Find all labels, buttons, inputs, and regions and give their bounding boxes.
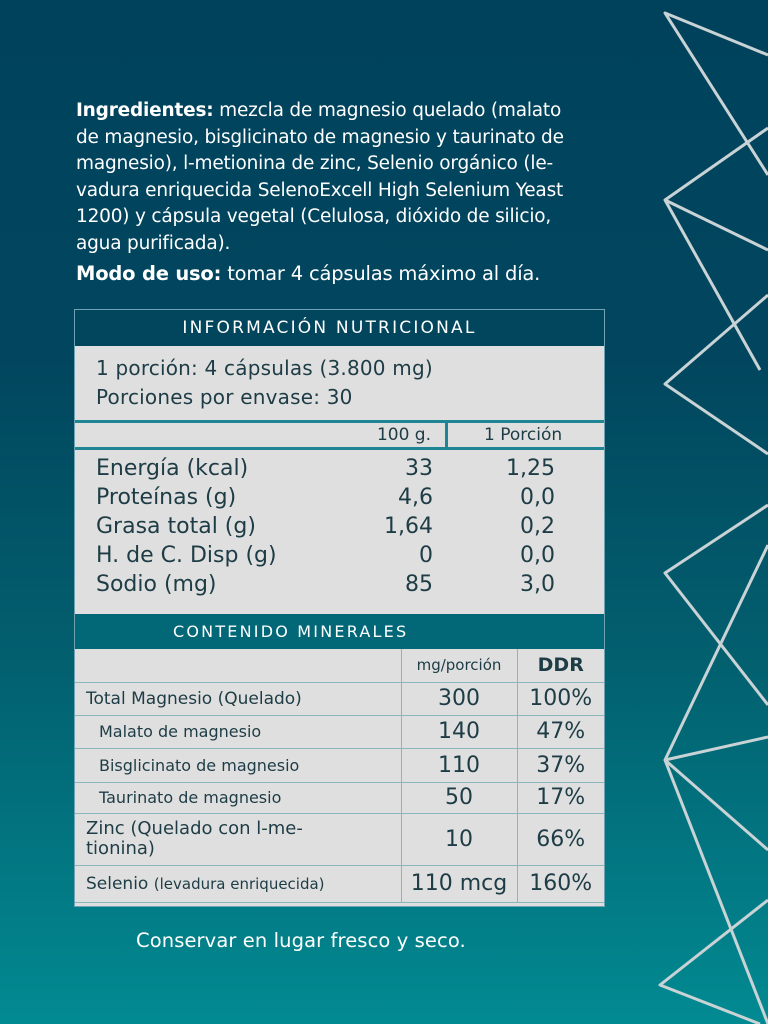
storage-note: Conservar en lugar fresco y seco. xyxy=(136,929,466,952)
nutrition-rows xyxy=(75,450,604,614)
mineral-value: 50 xyxy=(401,782,517,813)
mineral-row xyxy=(75,782,604,813)
nutrient-per100: 85 xyxy=(405,572,433,597)
nutrient-per100: 0 xyxy=(419,543,433,568)
nutrient-per-serving: 0,2 xyxy=(520,514,555,539)
nutrient-label: Sodio (mg) xyxy=(96,572,217,597)
mineral-row xyxy=(75,748,604,782)
nutrient-per-serving: 0,0 xyxy=(520,485,555,510)
column-ddr: DDR xyxy=(517,649,604,682)
mineral-value: 110 xyxy=(401,748,517,782)
column-per-serving: 1 Porción xyxy=(484,425,563,445)
mineral-ddr: 66% xyxy=(517,813,604,865)
empty-header-cell xyxy=(75,649,401,682)
mineral-label: Taurinato de magnesio xyxy=(75,782,401,813)
nutrition-panel xyxy=(74,309,605,907)
ingredients-label: Ingredientes: xyxy=(76,100,214,121)
serving-info xyxy=(75,346,604,420)
nutrition-row xyxy=(75,514,604,543)
mineral-label-note: (levadura enriquecida) xyxy=(153,874,325,893)
mineral-ddr: 100% xyxy=(517,682,604,715)
column-per-100g: 100 g. xyxy=(376,425,431,445)
mineral-ddr: 37% xyxy=(517,748,604,782)
mineral-label-line: Zinc (Quelado con l-me- xyxy=(86,818,303,839)
mineral-label-line: tionina) xyxy=(86,838,155,859)
minerals-table xyxy=(75,649,604,903)
usage-label: Modo de uso: xyxy=(76,262,222,285)
nutrient-label: Grasa total (g) xyxy=(96,514,256,539)
mineral-ddr: 17% xyxy=(517,782,604,813)
mineral-row xyxy=(75,715,604,748)
ingredients-line: 1200) y cápsula vegetal (Celulosa, dióxido de silicio, xyxy=(76,206,552,227)
mineral-label: Malato de magnesio xyxy=(75,715,401,748)
mineral-value: 140 xyxy=(401,715,517,748)
nutrition-row xyxy=(75,572,604,601)
mineral-label xyxy=(75,865,401,902)
servings-per-container: Porciones por envase: 30 xyxy=(96,385,353,409)
nutrient-per100: 1,64 xyxy=(384,514,433,539)
nutrition-column-headers xyxy=(75,420,604,450)
nutrient-per-serving: 0,0 xyxy=(520,543,555,568)
nutrition-row xyxy=(75,456,604,485)
column-mg-per-serving: mg/porción xyxy=(401,649,517,682)
nutrition-row xyxy=(75,543,604,572)
minerals-title: CONTENIDO MINERALES xyxy=(75,614,604,649)
nutrient-label: H. de C. Disp (g) xyxy=(96,543,277,568)
mineral-value: 10 xyxy=(401,813,517,865)
nutrient-label: Energía (kcal) xyxy=(96,456,249,481)
mineral-value: 300 xyxy=(401,682,517,715)
nutrient-per-serving: 3,0 xyxy=(520,572,555,597)
mineral-label xyxy=(75,813,401,865)
nutrient-per100: 4,6 xyxy=(398,485,433,510)
nutrient-per100: 33 xyxy=(405,456,433,481)
mineral-value: 110 mcg xyxy=(401,865,517,902)
mineral-ddr: 160% xyxy=(517,865,604,902)
mineral-label: Bisglicinato de magnesio xyxy=(75,748,401,782)
ingredients-line: mezcla de magnesio quelado (malato xyxy=(219,100,562,121)
ingredients-paragraph xyxy=(76,98,656,257)
nutrient-label: Proteínas (g) xyxy=(96,485,237,510)
ingredients-line: vadura enriquecida SelenoExcell High Selenium Yeast xyxy=(76,179,564,201)
mineral-row xyxy=(75,813,604,865)
usage-paragraph xyxy=(76,262,540,285)
minerals-header-row xyxy=(75,649,604,682)
nutrient-per-serving: 1,25 xyxy=(506,456,555,481)
mineral-label: Total Magnesio (Quelado) xyxy=(75,682,401,715)
mineral-row xyxy=(75,682,604,715)
mineral-ddr: 47% xyxy=(517,715,604,748)
ingredients-line: de magnesio, bisglicinato de magnesio y taurinato de xyxy=(76,126,564,148)
nutrition-title: INFORMACIÓN NUTRICIONAL xyxy=(75,310,604,346)
ingredients-line: magnesio), l-metionina de zinc, Selenio orgánico (le- xyxy=(76,153,553,174)
mineral-row xyxy=(75,865,604,902)
serving-size: 1 porción: 4 cápsulas (3.800 mg) xyxy=(96,356,433,380)
mineral-label-main: Selenio xyxy=(86,873,149,894)
ingredients-line: agua purificada). xyxy=(76,232,231,254)
nutrition-row xyxy=(75,485,604,514)
usage-text: tomar 4 cápsulas máximo al día. xyxy=(221,262,541,285)
